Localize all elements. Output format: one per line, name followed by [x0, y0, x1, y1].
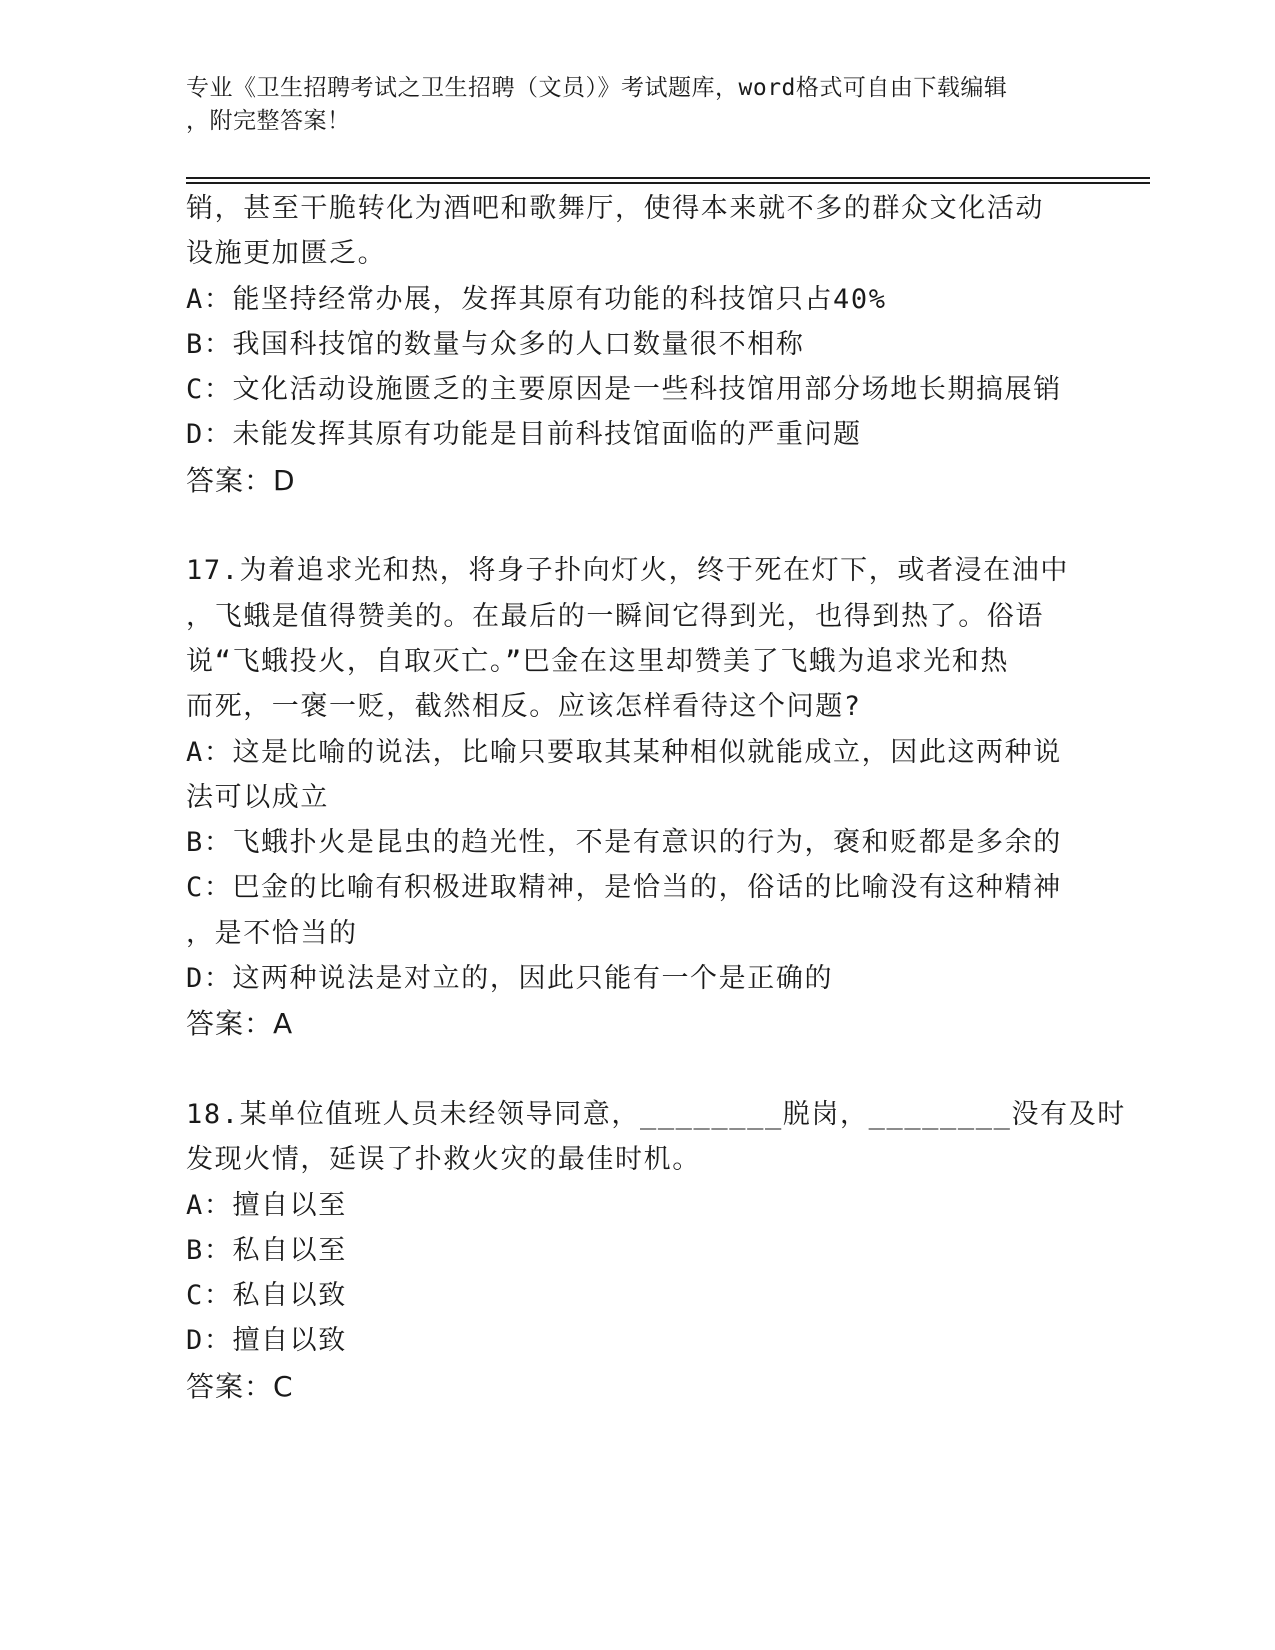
question-stem-line: 设施更加匮乏。 — [186, 238, 387, 270]
option-a: A：擅自以至 — [186, 1189, 347, 1221]
question-stem-line: 说“飞蛾投火，自取灭亡。”巴金在这里却赞美了飞蛾为追求光和热 — [186, 645, 1010, 677]
option-a-continued: 法可以成立 — [186, 781, 329, 813]
question-17 — [186, 548, 1086, 1046]
answer-line: 答案：C — [186, 1369, 294, 1403]
header-divider-bottom — [186, 182, 1150, 184]
option-d: D：未能发挥其原有功能是目前科技馆面临的严重问题 — [186, 419, 862, 451]
option-a: A：能坚持经常办展，发挥其原有功能的科技馆只占40% — [186, 283, 887, 315]
question-stem-line: 销，甚至干脆转化为酒吧和歌舞厅，使得本来就不多的群众文化活动 — [186, 193, 1044, 224]
answer-line: 答案：A — [186, 1007, 294, 1041]
question-16 — [186, 186, 1086, 503]
question-stem-line: 而死，一褒一贬，截然相反。应该怎样看待这个问题? — [186, 691, 862, 723]
question-gap — [186, 503, 1086, 548]
option-d: D：这两种说法是对立的，因此只能有一个是正确的 — [186, 963, 834, 995]
header-title-line-1: 专业《卫生招聘考试之卫生招聘（文员）》考试题库，word格式可自由下载编辑 — [186, 75, 1008, 101]
option-c: C：巴金的比喻有积极进取精神，是恰当的，俗话的比喻没有这种精神 — [186, 872, 1062, 904]
option-c: C：文化活动设施匮乏的主要原因是一些科技馆用部分场地长期搞展销 — [186, 374, 1062, 406]
option-b: B：我国科技馆的数量与众多的人口数量很不相称 — [186, 328, 805, 360]
option-d: D：擅自以致 — [186, 1325, 347, 1357]
question-stem-line: 18.某单位值班人员未经领导同意，________脱岗，________没有及时 — [186, 1098, 1126, 1130]
question-stem-line: 17.为着追求光和热，将身子扑向灯火，终于死在灯下，或者浸在油中 — [186, 555, 1069, 587]
header-title-line-2: ，附完整答案！ — [186, 108, 351, 134]
option-c-continued: ，是不恰当的 — [186, 917, 358, 949]
question-stem-line: ，飞蛾是值得赞美的。在最后的一瞬间它得到光，也得到热了。俗语 — [186, 600, 1044, 632]
question-gap — [186, 1047, 1086, 1092]
question-18 — [186, 1092, 1126, 1409]
header-divider-top — [186, 177, 1150, 179]
option-b: B：私自以至 — [186, 1234, 347, 1266]
option-c: C：私自以致 — [186, 1280, 347, 1312]
page-header — [186, 72, 1066, 138]
option-a: A：这是比喻的说法，比喻只要取其某种相似就能成立，因此这两种说 — [186, 736, 1062, 768]
document-body — [186, 186, 1126, 1409]
answer-line: 答案：D — [186, 463, 296, 497]
option-b: B：飞蛾扑火是昆虫的趋光性，不是有意识的行为，褒和贬都是多余的 — [186, 827, 1062, 859]
question-stem-line: 发现火情，延误了扑救火灾的最佳时机。 — [186, 1144, 701, 1176]
